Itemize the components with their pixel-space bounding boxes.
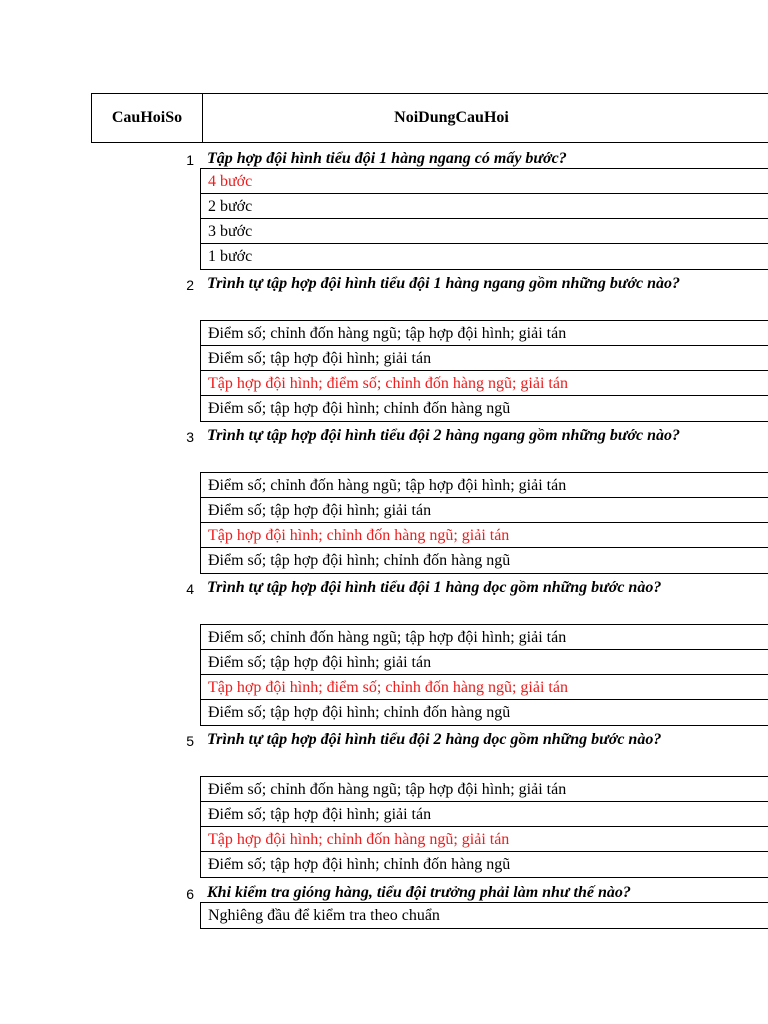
question-text: Trình tự tập hợp đội hình tiểu đội 1 hàng dọc gồm những bước nào?	[207, 579, 662, 596]
answer-option: Tập hợp đội hình; chỉnh đốn hàng ngũ; giải tán	[201, 827, 768, 852]
answer-option: Tập hợp đội hình; điểm số; chỉnh đốn hàng ngũ; giải tán	[201, 371, 768, 396]
answer-list	[200, 320, 768, 422]
header-question-number: CauHoiSo	[92, 94, 203, 142]
answer-list	[200, 902, 768, 929]
answer-option: Tập hợp đội hình; chỉnh đốn hàng ngũ; giải tán	[201, 523, 768, 548]
answer-option: Điểm số; chỉnh đốn hàng ngũ; tập hợp đội hình; giải tán	[201, 321, 768, 346]
answer-option: 3 bước	[201, 219, 768, 244]
answer-option: Nghiêng đầu để kiểm tra theo chuẩn	[208, 907, 440, 924]
answer-option: 2 bước	[201, 194, 768, 219]
question-text: Trình tự tập hợp đội hình tiểu đội 2 hàng dọc gồm những bước nào?	[207, 731, 662, 748]
question-number: 3	[186, 429, 194, 445]
question-text: Trình tự tập hợp đội hình tiểu đội 2 hàng ngang gồm những bước nào?	[207, 427, 681, 444]
answer-option: Điểm số; tập hợp đội hình; chỉnh đốn hàng ngũ	[208, 552, 511, 569]
answer-list	[200, 472, 768, 574]
question-number: 6	[186, 886, 194, 902]
answer-option: 4 bước	[201, 169, 768, 194]
question-text: Khi kiểm tra gióng hàng, tiểu đội trưởng phải làm như thế nào?	[207, 884, 631, 901]
question-number: 2	[186, 277, 194, 293]
answer-option: Điểm số; chỉnh đốn hàng ngũ; tập hợp đội hình; giải tán	[201, 473, 768, 498]
answer-list	[200, 624, 768, 726]
answer-option: Điểm số; tập hợp đội hình; chỉnh đốn hàng ngũ	[208, 856, 511, 873]
answer-option: Điểm số; chỉnh đốn hàng ngũ; tập hợp đội hình; giải tán	[201, 777, 768, 802]
question-text: Trình tự tập hợp đội hình tiểu đội 1 hàng ngang gồm những bước nào?	[207, 275, 681, 292]
answer-list	[200, 168, 768, 270]
answer-option: Điểm số; tập hợp đội hình; chỉnh đốn hàng ngũ	[208, 400, 511, 417]
answer-option: 1 bước	[208, 248, 253, 265]
answer-option: Tập hợp đội hình; điểm số; chỉnh đốn hàng ngũ; giải tán	[201, 675, 768, 700]
answer-option: Điểm số; tập hợp đội hình; giải tán	[201, 802, 768, 827]
answer-option: Điểm số; tập hợp đội hình; giải tán	[201, 498, 768, 523]
table-header	[91, 93, 768, 143]
question-number: 1	[186, 152, 194, 168]
answer-option: Điểm số; tập hợp đội hình; giải tán	[201, 650, 768, 675]
answer-option: Điểm số; chỉnh đốn hàng ngũ; tập hợp đội hình; giải tán	[201, 625, 768, 650]
answer-option: Điểm số; tập hợp đội hình; chỉnh đốn hàng ngũ	[208, 704, 511, 721]
answer-option: Điểm số; tập hợp đội hình; giải tán	[201, 346, 768, 371]
header-question-content: NoiDungCauHoi	[394, 109, 509, 126]
question-number: 5	[186, 733, 194, 749]
question-number: 4	[186, 581, 194, 597]
question-text: Tập hợp đội hình tiểu đội 1 hàng ngang có mấy bước?	[207, 150, 567, 167]
answer-list	[200, 776, 768, 878]
